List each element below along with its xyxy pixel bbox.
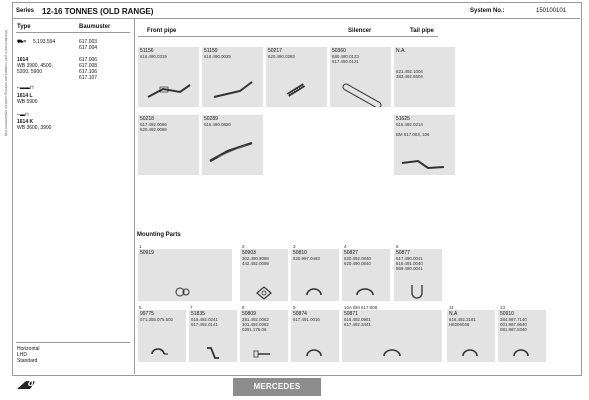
mount-box: 50877 617.490.0041 616.491.0040 869.490.0041 [394, 249, 442, 301]
chassis-icon: ⌐▬▬⊓ [17, 85, 34, 91]
silencer-drawing [330, 47, 391, 107]
series-label: Series [16, 8, 35, 14]
pipe-drawing [202, 47, 263, 107]
part-box: 51159 616.490.0025 [202, 47, 263, 107]
part-box: 50217 620.490.0383 [266, 47, 327, 107]
mount-box: 50903 302.490.8088 442.492.0089 [240, 249, 288, 301]
mount-index: 2 [242, 244, 245, 249]
type3-wb: WB 3600, 3900 [17, 125, 52, 131]
mount-index: 13 [500, 305, 506, 310]
tail-pipe-drawing [394, 115, 455, 175]
baumuster-3: 617.006 [79, 57, 98, 63]
truck-icon: ⛟= [17, 39, 27, 45]
silencer-heading: Silencer [348, 28, 372, 34]
mount-index: 8 [242, 305, 245, 310]
mount-box: 50871 616.492.0981 617.492.3441 [342, 310, 442, 362]
mount-box: 50919 [138, 249, 232, 301]
type-heading: Type [17, 24, 31, 30]
part-box: 50360 680.490.0123 617.490.0121 [330, 47, 391, 107]
legend-lhd: LHD [17, 352, 28, 358]
system-no: 150100101 [536, 8, 567, 14]
mount-box: 50874 617.491.0016 [291, 310, 339, 362]
baumuster-heading: Baumuster [79, 24, 111, 30]
mount-box: 51835 619.492.0241 617.492.0141 [189, 310, 237, 362]
part-box: 50218 617.492.0086 620.492.0086 [138, 115, 199, 175]
section-rule [138, 36, 438, 37]
baumuster-4: 617.008 [79, 63, 98, 69]
mount-index: 10A BM 617.008 [344, 305, 378, 310]
type1-wb2: 5200, 5900 [17, 69, 43, 75]
mount-index: 9 [293, 305, 296, 310]
mount-index: 3 [293, 244, 296, 249]
gasket-icon [240, 249, 288, 301]
type1-model: 1614 [17, 57, 29, 63]
legend-horizontal: Horizontal [17, 346, 40, 352]
mount-index: 4 [344, 244, 347, 249]
bracket-icon [189, 310, 237, 362]
rubber-hanger-icon [138, 249, 232, 301]
series-title: 12-16 TONNES (OLD RANGE) [42, 7, 154, 16]
mount-index: 1 [139, 244, 142, 249]
legend-rule [16, 342, 130, 343]
baumuster-2: 617.004 [79, 45, 98, 51]
baumuster-6: 617.107 [79, 75, 98, 81]
mount-box: N.A 616.492.2181 H8206048 [447, 310, 495, 362]
brand-label: MERCEDES [253, 382, 301, 391]
part-box: 51156 616.490.0319 [138, 47, 199, 107]
tail-pipe-heading: Tail pipe [410, 28, 434, 34]
baumuster-5: 617.106 [79, 69, 98, 75]
mount-box: 99775 071.355.075.502 [138, 310, 186, 362]
intermediate-pipe-drawing [202, 115, 263, 175]
part-box: N.A. 621.492.1004 383.492.6504 [394, 47, 455, 107]
clamp-icon [498, 310, 546, 362]
front-pipe-heading: Front pipe [147, 28, 177, 34]
brand-footer [233, 378, 321, 396]
part-box: 50289 616.490.0820 [202, 115, 263, 175]
dinex-logo: dinex [16, 378, 58, 390]
type1-wb1: WB 3900, 4500, [17, 63, 53, 69]
clamp-icon [342, 249, 390, 301]
part-box: 51625 616.492.0214 BM 617.003, 106 [394, 115, 455, 175]
flex-pipe-drawing [266, 47, 327, 107]
system-label: System No.: [470, 8, 505, 14]
mount-box: 50809 381.492.0062 301.492.0382 0291.175.06 [240, 310, 288, 362]
chassis-short-icon: ⌐▬⊓ [17, 112, 29, 118]
clamp-icon [138, 310, 186, 362]
mount-box: 50910 384.987.7140 001.987.9640 081.987.5340 [498, 310, 546, 362]
legend-standard: Standard [17, 358, 38, 364]
type2-model: 1614 L [17, 93, 33, 99]
type1-code: 5.193.594 [33, 39, 56, 45]
mounting-heading: Mounting Parts [137, 232, 181, 238]
u-bolt-icon [394, 249, 442, 301]
clamp-icon [342, 310, 442, 362]
baumuster-1: 617.003 [79, 39, 98, 45]
mount-box: 50810 620.997.0493 [291, 249, 339, 301]
mount-index: 6 [396, 244, 399, 249]
clamp-icon [447, 310, 495, 362]
vertical-note: Manufactured in part numbers are ordering codes for replacement only [4, 30, 8, 137]
bolt-icon [240, 310, 288, 362]
mount-index: 5 [139, 305, 142, 310]
mount-box: 50827 620.492.0840 620.490.0840 [342, 249, 390, 301]
divider-left [134, 18, 135, 374]
front-pipe-drawing [138, 47, 199, 107]
type-rule [16, 32, 130, 33]
mount-index: 11 [449, 305, 454, 310]
type2-wb: WB 5900 [17, 99, 38, 105]
mount-index: 7 [190, 305, 193, 310]
type3-model: 1614 K [17, 119, 34, 125]
clamp-icon [291, 310, 339, 362]
clamp-icon [291, 249, 339, 301]
